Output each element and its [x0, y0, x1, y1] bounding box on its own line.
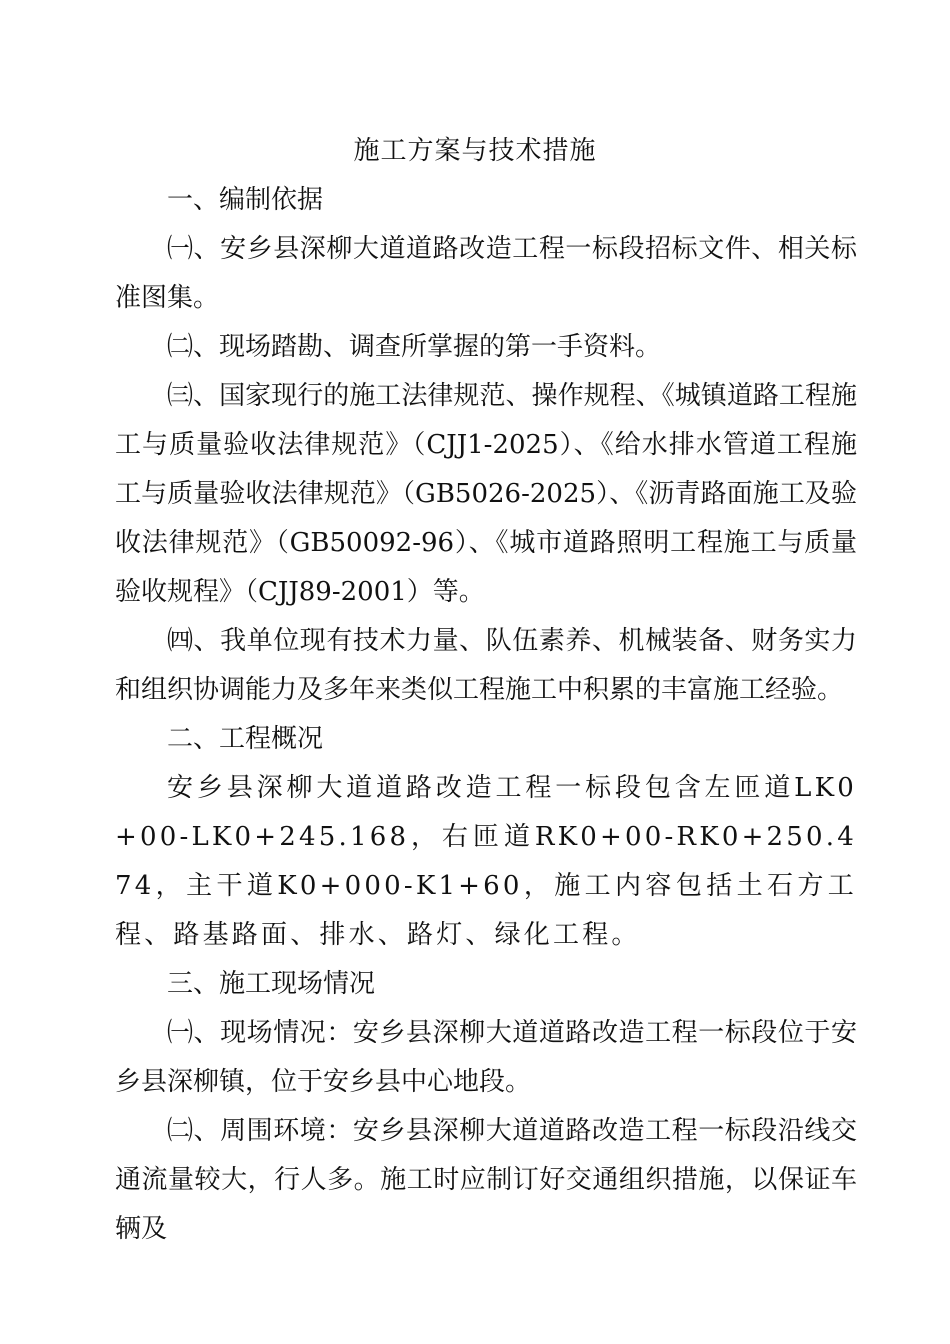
document-body [115, 176, 857, 1254]
section-heading-basis: 一、编制依据 [167, 185, 324, 215]
paragraph-basis-2: ㈡、现场踏勘、调查所掌握的第一手资料。 [167, 332, 662, 362]
section-heading-overview: 二、工程概况 [167, 724, 324, 754]
paragraph-basis-1: ㈠、安乡县深柳大道道路改造工程一标段招标文件、相关标准图集。 [115, 234, 857, 313]
paragraph-basis-4: ㈣、我单位现有技术力量、队伍素养、机械装备、财务实力和组织协调能力及多年来类似工程施工中积累的丰富施工经验。 [115, 626, 857, 705]
paragraph-overview: 安乡县深柳大道道路改造工程一标段包含左匝道LK0+00-LK0+245.168，右匝道RK0+00-RK0+250.474，主干道K0+000-K1+60，施工内容包括土石方工程、路基路面、排水、路灯、绿化工程。 [115, 773, 857, 950]
paragraph-basis-3: ㈢、国家现行的施工法律规范、操作规程、《城镇道路工程施工与质量验收法律规范》（CJJ1-2025）、《给水排水管道工程施工与质量验收法律规范》（GB5026-2025）、《沥青路面施工及验收法律规范》（GB50092-96）、《城市道路照明工程施工与质量验收规程》（CJJ89-2001）等。 [115, 381, 857, 607]
paragraph-site-1: ㈠、现场情况：安乡县深柳大道道路改造工程一标段位于安乡县深柳镇，位于安乡县中心地段。 [115, 1018, 857, 1097]
section-heading-site: 三、施工现场情况 [167, 969, 376, 999]
paragraph-site-2: ㈡、周围环境：安乡县深柳大道道路改造工程一标段沿线交通流量较大，行人多。施工时应制订好交通组织措施，以保证车辆及 [115, 1116, 857, 1244]
document-title: 施工方案与技术措施 [353, 136, 597, 166]
